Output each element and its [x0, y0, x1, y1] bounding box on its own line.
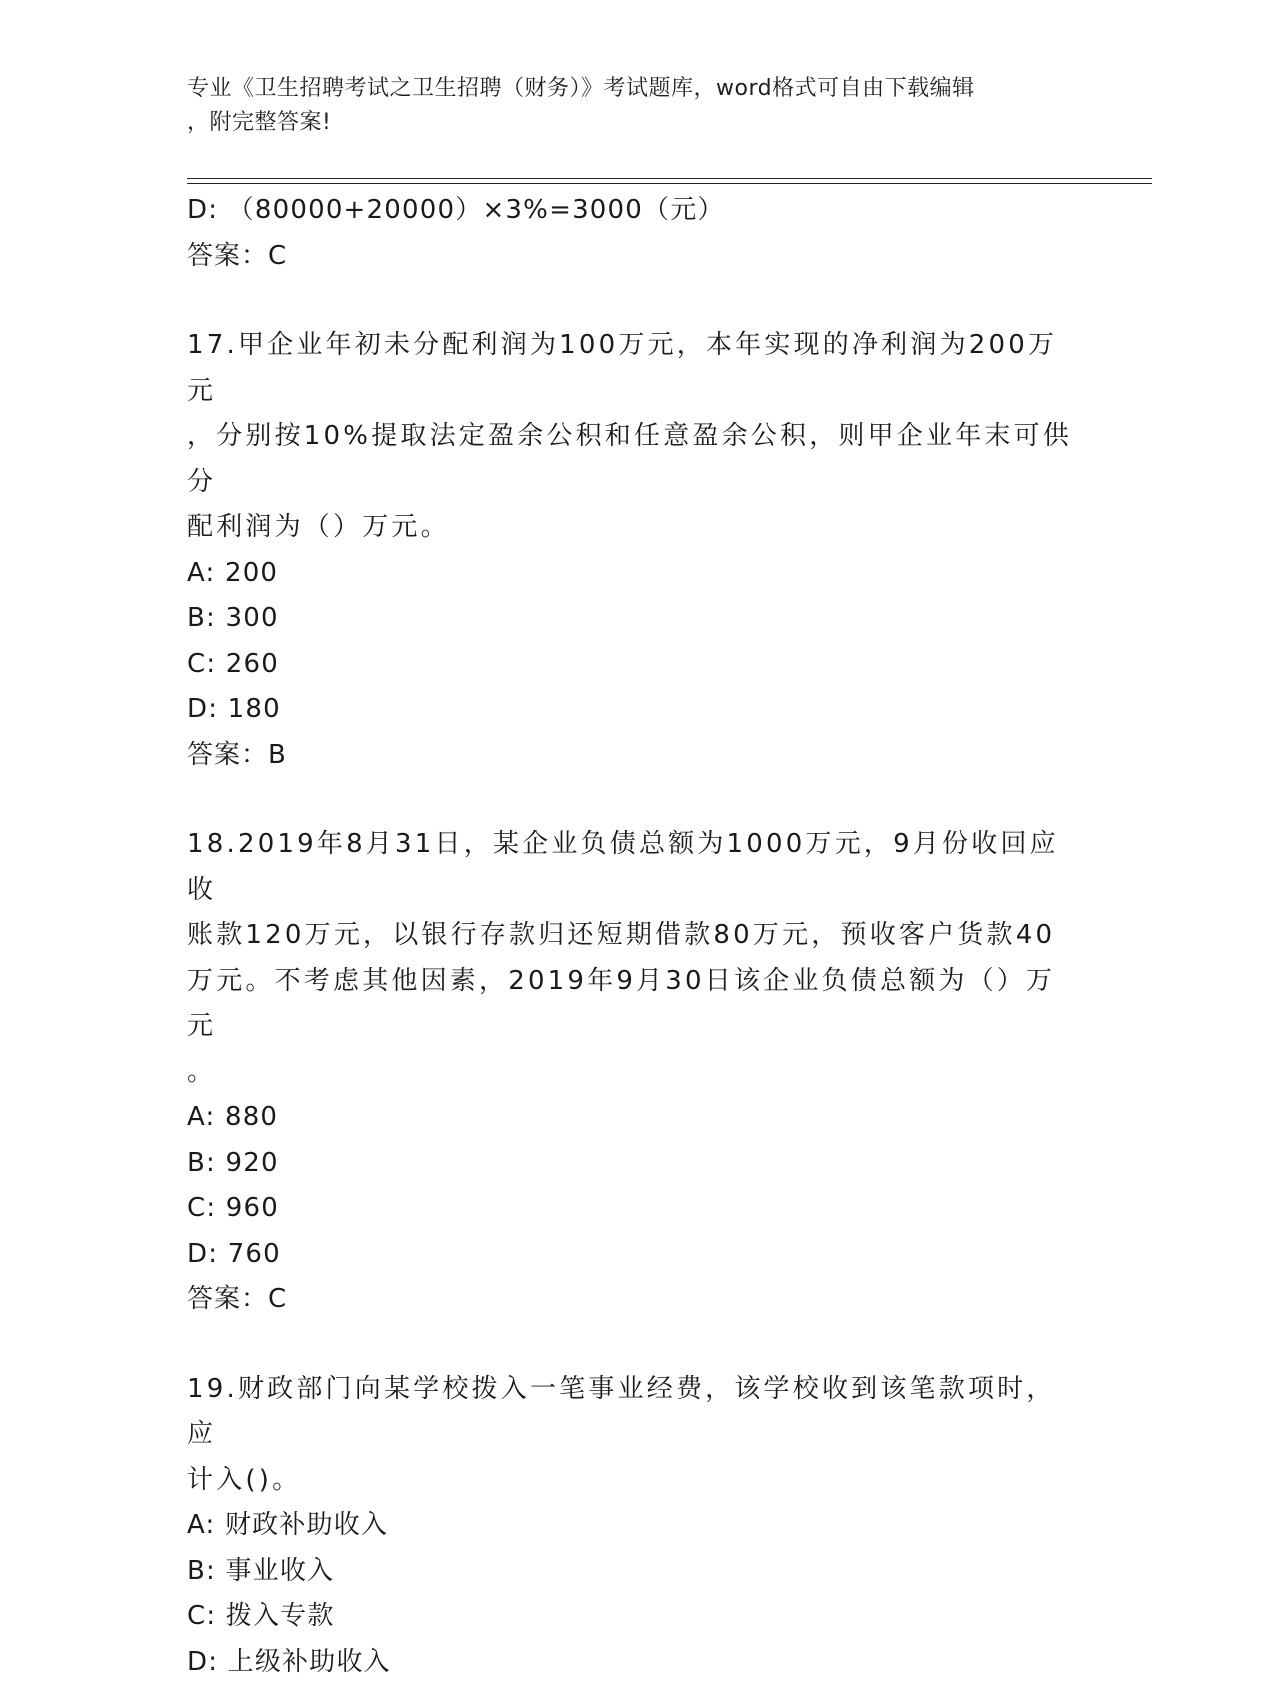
question-stem-line: 。 [187, 1050, 1077, 1096]
question-19 [187, 1367, 1087, 1685]
document-body [187, 188, 1087, 1685]
option-b: B: 事业收入 [187, 1549, 1087, 1595]
answer-line: 答案：B [187, 733, 1087, 779]
question-stem-line: 万元。不考虑其他因素，2019年9月30日该企业负债总额为（）万元 [187, 959, 1077, 1050]
header-rule-top [187, 178, 1152, 179]
question-stem-line: 19.财政部门向某学校拨入一笔事业经费，该学校收到该笔款项时，应 [187, 1367, 1077, 1458]
document-header [187, 72, 1067, 140]
option-c: C: 960 [187, 1186, 1087, 1232]
question-18 [187, 822, 1087, 1323]
option-d: D: （80000+20000）×3%=3000（元） [187, 188, 1087, 234]
question-17 [187, 323, 1087, 778]
header-rule-bottom [187, 183, 1152, 184]
question-stem-line: 17.甲企业年初未分配利润为100万元，本年实现的净利润为200万元 [187, 323, 1077, 414]
answer-line: 答案：C [187, 234, 1087, 280]
question-stem-line: 计入()。 [187, 1458, 1077, 1504]
header-line-2: ，附完整答案! [187, 106, 1067, 140]
question-stem-line: 配利润为（）万元。 [187, 505, 1077, 551]
option-b: B: 920 [187, 1141, 1087, 1187]
option-a: A: 880 [187, 1095, 1087, 1141]
question-stem-line: 账款120万元，以银行存款归还短期借款80万元，预收客户货款40 [187, 913, 1077, 959]
header-line-1: 专业《卫生招聘考试之卫生招聘（财务）》考试题库，word格式可自由下载编辑 [187, 72, 1067, 106]
option-d: D: 760 [187, 1232, 1087, 1278]
previous-question-tail [187, 188, 1087, 279]
option-c: C: 260 [187, 642, 1087, 688]
option-a: A: 财政补助收入 [187, 1503, 1087, 1549]
question-stem-line: ，分别按10%提取法定盈余公积和任意盈余公积，则甲企业年末可供分 [187, 414, 1077, 505]
option-b: B: 300 [187, 596, 1087, 642]
answer-line: 答案：C [187, 1277, 1087, 1323]
option-a: A: 200 [187, 551, 1087, 597]
option-d: D: 上级补助收入 [187, 1640, 1087, 1685]
option-d: D: 180 [187, 687, 1087, 733]
question-stem-line: 18.2019年8月31日，某企业负债总额为1000万元，9月份收回应收 [187, 822, 1077, 913]
option-c: C: 拨入专款 [187, 1594, 1087, 1640]
